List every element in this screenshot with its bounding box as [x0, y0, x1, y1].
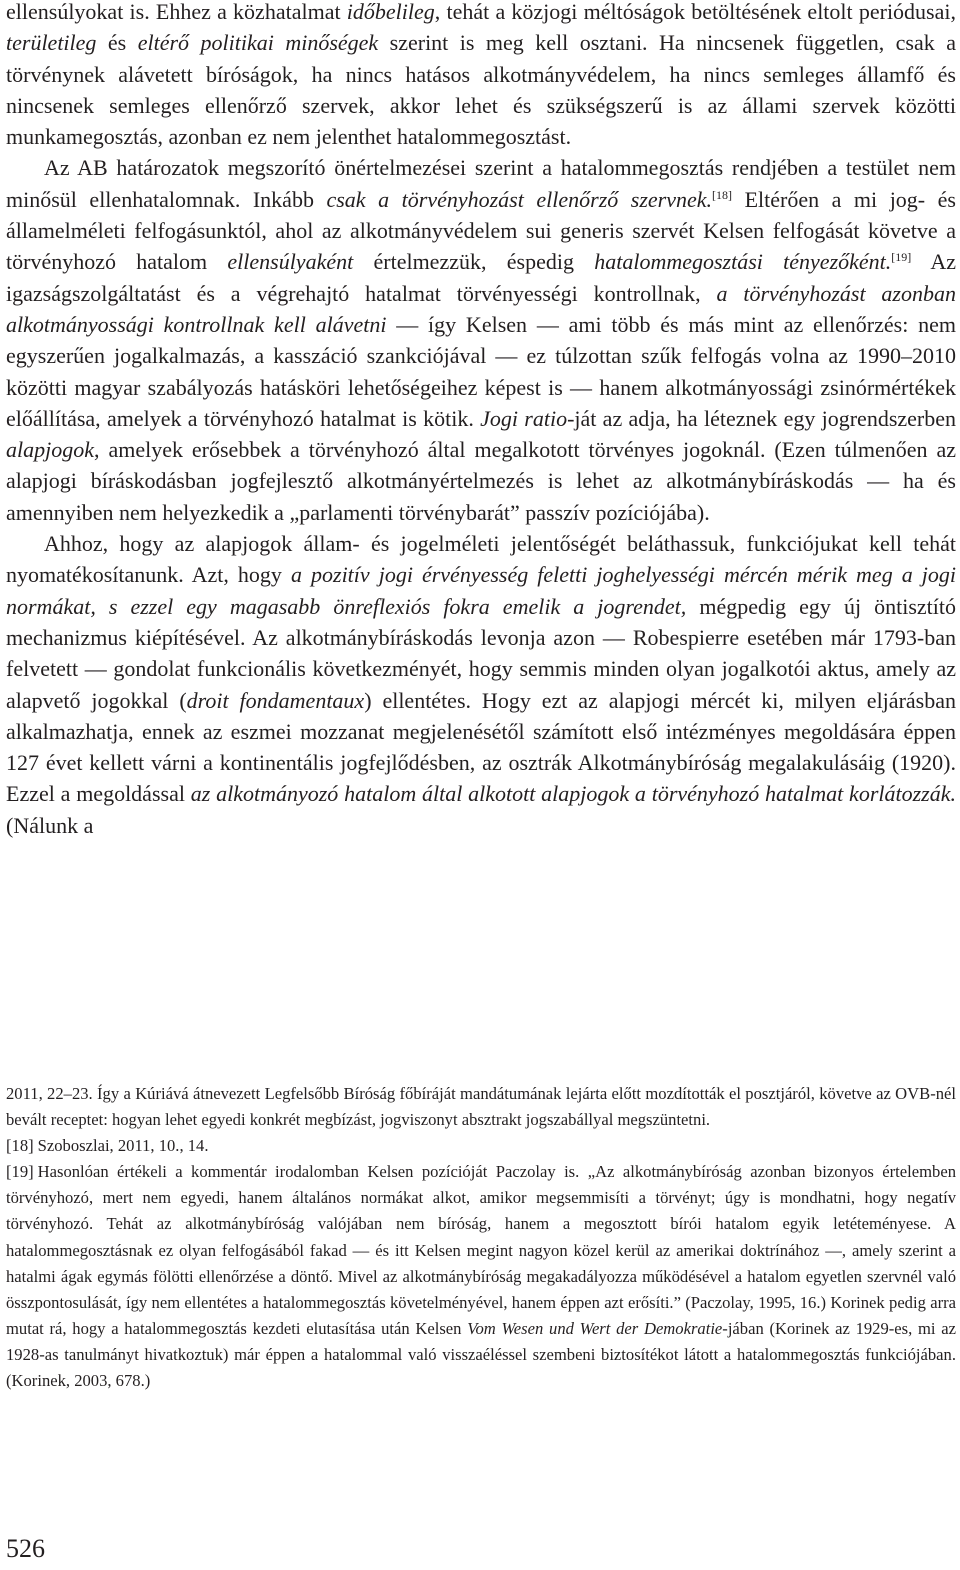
text-run: (Nálunk a: [6, 812, 94, 838]
footnote-continuation: [6, 1081, 956, 1133]
text-run: mégpedig egy új öntisztító mechanizmus kiépítésével. Az alkotmánybíráskodás levonja azon — Robespierre esetében már 1793-ban felvetett — gondolat funkcionális következményét, hogy semmis minden olyan jogalkotói aktus, amely az alapvető jogokkal (: [6, 593, 956, 713]
italic-text: Jogi ratio: [480, 405, 568, 431]
text-run: és: [96, 30, 138, 56]
italic-text: területileg: [6, 30, 97, 56]
text-run: Hasonlóan értékeli a kommentár irodalomban Kelsen pozícióját Paczolay is. „Az alkotmánybíróság azonban bizonyos értelemben törvényhozó, mert nem egyedi, hanem általános normákat alkot, amikor megsemmisíti a törvényt; úgy is mondhatni, hogy negatív törvényhozó. Tehát az alkotmánybíróság valójában nem bíróság, hanem a megosztott bírói hatalom egyik letéteményese. A hatalommegosztásnak ez olyan felfogásából fakad — és itt Kelsen megint nagyon közel kerül az amerikai doktrínához —, amely szerint a hatalmi ágak egymás fölötti ellenőrzése a döntő. Mivel az alkotmánybíróság megakadályozza működésével a hatalom egyetlen szervnél való összpontosulását, így nem ellentétes a hatalommegosztás követelményével, hanem éppen azt erősíti.” (Paczolay, 1995, 16.) Korinek pedig arra mutat rá, hogy a hatalommegosztás kezdeti elutasítása után Kelsen: [6, 1162, 956, 1338]
text-run: , tehát a közjogi méltóságok betöltésének eltolt periódusai,: [434, 0, 956, 24]
text-run: értelmezzük, éspedig: [353, 249, 595, 275]
text-run: Ahhoz, hogy az alapjogok állam- és jogelméleti jelentőségét beláthassuk, funkciójukat kell tehát nyomatékosítanunk. Azt, hogy: [6, 531, 956, 588]
footnote-19-number: [19]: [6, 1162, 34, 1182]
footnote-18-number: [18]: [6, 1136, 34, 1156]
italic-text: Vom Wesen und Wert der Demokratie: [467, 1318, 723, 1338]
italic-text: ellensúlyaként: [227, 249, 354, 275]
text-run: Eltérően a mi jog- és államelméleti felfogásunktól, ahol az alkotmányvédelem sui generis szervét Kelsen felfogását követve a törvényhozó hatalom: [6, 186, 956, 275]
page-number: 526: [6, 1534, 45, 1563]
paragraph-1: [6, 0, 956, 152]
text-run: Az AB határozatok megszorító önértelmezései szerint a hatalommegosztás rendjében a testület nem minősül ellenhatalomnak. Inkább: [6, 155, 956, 212]
text-run: -jában (Korinek az 1929-es, mi az 1928-as tanulmányt hivatkoztuk) már éppen a hatalommal való visszaéléssel szembeni biztosítékot látott a hatalommegosztás funkciójában. (Korinek, 2003, 678.): [6, 1318, 956, 1391]
text-run: ellensúlyokat is. Ehhez a közhatalmat: [6, 0, 347, 24]
italic-text: a törvényhozást azonban alkotmányossági kontrollnak kell alávetni: [6, 280, 956, 337]
footnote-reference: [19]: [891, 250, 912, 265]
text-run: Szoboszlai, 2011, 10., 14.: [37, 1136, 209, 1156]
italic-text: droit fondamentaux: [186, 687, 365, 713]
footnote-19: [6, 1159, 956, 1394]
text-run: — így Kelsen — ami több és más mint az ellenőrzés: nem egyszerűen jogalkalmazás, a kasszáció szankciójával — ez túlzottan szűk felfogás volna az 1990–2010 közötti magyar szabályozás hatásköri lehetőségeihez képest is — hanem alkotmányossági zsinórmértékek előállítása, amelyek a törvényhozó hatalmat is kötik.: [6, 311, 956, 431]
text-run: -ját az adja, ha léteznek egy jogrendszerben: [567, 405, 957, 431]
main-text: [6, 0, 956, 841]
text-run: szerint is meg kell osztani. Ha nincsenek független, csak a törvénynek alávetett bíróságok, ha nincs hatásos alkotmányvédelem, ha nincs semleges államfő és nincsenek semleges ellenőrző szervek, akkor lehet és szükségszerű is az állami szervek közötti munkamegosztás, azonban ez nem jelenthet hatalommegosztást.: [6, 30, 957, 150]
footnote-18: [6, 1133, 956, 1159]
text-run: 2011, 22–23. Így a Kúriává átnevezett Legfelsőbb Bíróság főbíráját mandátumának lejárta előtt mozdították el posztjáról, követve az OVB-nél bevált receptet: hogyan lehet egyedi konkrét megbízást, jogviszonyt absztrakt jogszabállyal megszüntetni.: [6, 1084, 956, 1130]
footnotes: [6, 1081, 956, 1394]
footnote-reference: [18]: [712, 187, 733, 202]
text-run: Az igazságszolgáltatást és a végrehajtó hatalmat törvényességi kontrollnak,: [6, 249, 956, 306]
italic-text: alapjogok: [6, 437, 94, 463]
italic-text: csak a törvényhozást ellenőrző szervnek.: [326, 186, 713, 212]
italic-text: hatalommegosztási tényezőként.: [594, 249, 892, 275]
italic-text: az alkotmányozó hatalom által alkotott alapjogok a törvényhozó hatalmat korlátozzák.: [190, 781, 956, 807]
footnote-19-text: [6, 1162, 956, 1390]
italic-text: időbelileg: [346, 0, 435, 24]
text-run: , amelyek erősebbek a törvényhozó által megalkotott törvényes jogoknál. (Ezen túlmenően az alapjogi bíráskodásban jogfejlesztő alkotmányértelmezés is lehet az alkotmánybíráskodás — ha és amennyiben nem helyezkedik a „parlamenti törvénybarát” passzív pozíciójába).: [6, 437, 956, 525]
paragraph-2: [6, 152, 956, 528]
footnote-18-text: [38, 1136, 209, 1155]
paragraph-3: [6, 528, 956, 841]
italic-text: eltérő politikai minőségek: [137, 30, 379, 56]
text-run: ) ellentétes. Hogy ezt az alapjogi mércét ki, milyen eljárásban alkalmazhatja, ennek az eszmei mozzanat megjelenésétől számított első intézményes megoldására éppen 127 évet kellett várni a kontinentális jogfejlődésben, az osztrák Alkotmánybíróság megalakulásáig (1920). Ezzel a megoldással: [6, 687, 956, 807]
italic-text: a pozitív jogi érvényesség feletti joghelyességi mércén mérik meg a jogi normákat, s ezzel egy magasabb önreflexiós fokra emelik a jogrendet,: [6, 562, 956, 619]
